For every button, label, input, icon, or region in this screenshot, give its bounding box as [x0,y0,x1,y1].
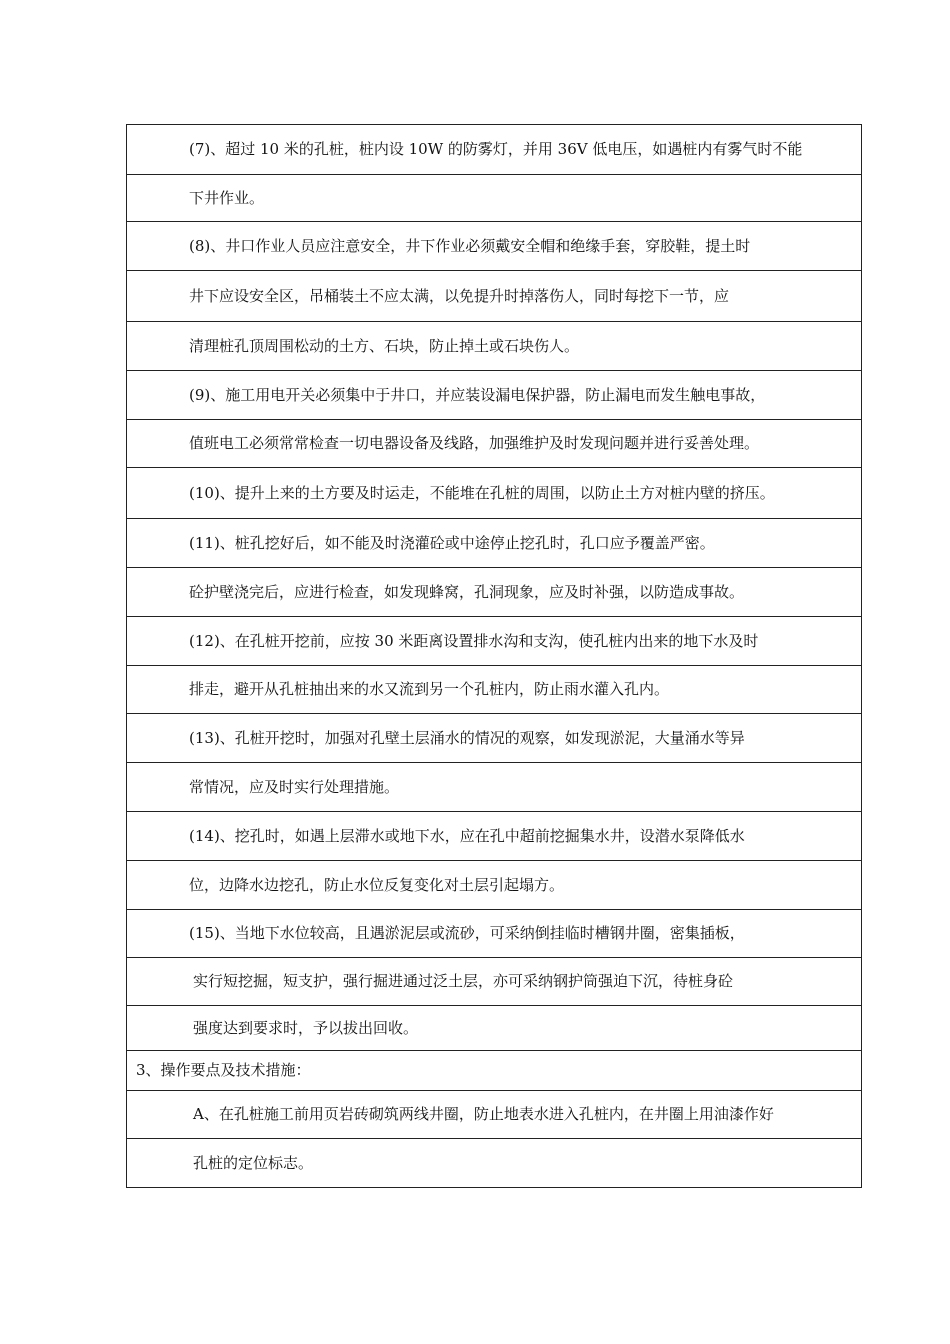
table-row [127,616,861,665]
table-row [127,518,861,567]
document-table [126,124,862,1188]
row-text: 井下应设安全区，吊桶装土不应太满，以免提升时掉落伤人，同时每挖下一节，应 [189,286,730,305]
table-row [127,1090,861,1138]
row-text: (8)、井口作业人员应注意安全，井下作业必须戴安全帽和绝缘手套，穿胶鞋，提土时 [189,236,751,255]
row-text: (7)、超过 10 米的孔桩，桩内设 10W 的防雾灯，并用 36V 低电压，如遇桩内有雾气时不能 [189,140,803,158]
table-row [127,370,861,419]
row-text: 清理桩孔顶周围松动的土方、石块，防止掉土或石块伤人。 [189,336,580,355]
row-text: 实行短挖掘，短支护，强行掘进通过泛土层，亦可采纳钢护筒强迫下沉，待桩身砼 [193,972,734,990]
table-row [127,860,861,909]
row-text: 常情况，应及时实行处理措施。 [189,777,400,796]
row-text: 砼护壁浇完后，应进行检查，如发现蜂窝，孔洞现象，应及时补强，以防造成事故。 [189,582,745,601]
row-text: (15)、当地下水位较高，且遇淤泥层或流砂，可采纳倒挂临时槽钢井圈，密集插板， [189,924,745,942]
row-text: (14)、挖孔时，如遇上层滞水或地下水，应在孔中超前挖掘集水井，设潜水泵降低水 [189,826,745,845]
table-row [127,221,861,270]
table-row [127,665,861,713]
row-text: (10)、提升上来的土方要及时运走，不能堆在孔桩的周围，以防止土方对桩内壁的挤压。 [189,483,775,502]
table-row [127,270,861,321]
row-text: 下井作业。 [189,188,265,207]
table-row [127,1138,861,1187]
table-row [127,811,861,860]
table-row [127,174,861,221]
section-heading: 3、操作要点及技术措施： [136,1061,311,1079]
row-text: 强度达到要求时，予以拔出回收。 [193,1018,419,1037]
table-row [127,419,861,467]
table-row [127,125,861,174]
table-row [127,713,861,762]
table-row [127,567,861,616]
table-row [127,762,861,811]
section-heading-row [127,1050,861,1090]
row-text: (9)、施工用电开关必须集中于井口，并应装设漏电保护器，防止漏电而发生触电事故， [189,385,766,404]
table-row [127,1005,861,1050]
table-row [127,321,861,370]
row-text: 排走，避开从孔桩抽出来的水又流到另一个孔桩内，防止雨水灌入孔内。 [189,680,670,698]
table-row [127,957,861,1005]
row-text: (12)、在孔桩开挖前，应按 30 米距离设置排水沟和支沟，使孔桩内出来的地下水及时 [189,631,759,650]
row-text: (13)、孔桩开挖时，加强对孔壁土层涌水的情况的观察，如发现淤泥，大量涌水等异 [189,728,745,747]
row-text: A、在孔桩施工前用页岩砖砌筑两线井圈，防止地表水进入孔桩内，在井圈上用油漆作好 [193,1105,774,1123]
row-text: 位，边降水边挖孔，防止水位反复变化对土层引起塌方。 [189,875,565,894]
row-text: 孔桩的定位标志。 [193,1153,314,1172]
table-row [127,909,861,957]
table-row [127,467,861,518]
row-text: (11)、桩孔挖好后，如不能及时浇灌砼或中途停止挖孔时，孔口应予覆盖严密。 [189,533,715,552]
row-text: 值班电工必须常常检查一切电器设备及线路，加强维护及时发现问题并进行妥善处理。 [189,434,760,452]
